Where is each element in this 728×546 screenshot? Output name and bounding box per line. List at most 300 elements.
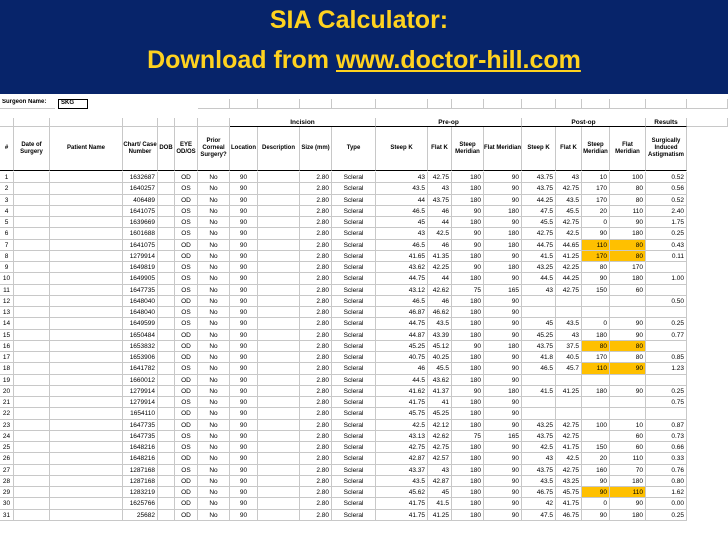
cell-num[interactable]: 29 (0, 487, 14, 498)
cell-pre-steep-meridian[interactable]: 180 (452, 363, 484, 374)
cell-pre-steep-meridian[interactable]: 180 (452, 408, 484, 419)
cell-post-flat-k[interactable] (556, 307, 582, 318)
cell-pre-flat-meridian[interactable]: 90 (484, 397, 522, 408)
cell-pre-steep-k[interactable]: 43.5 (376, 476, 428, 487)
cell-location[interactable]: 90 (230, 183, 258, 194)
cell-post-flat-k[interactable]: 42.75 (556, 431, 582, 442)
cell-eye[interactable]: OD (175, 510, 198, 521)
cell-date[interactable] (14, 352, 50, 363)
cell-post-flat-meridian[interactable]: 90 (610, 318, 646, 329)
cell-case[interactable]: 25682 (123, 510, 158, 521)
cell-post-steep-meridian[interactable]: 90 (582, 487, 610, 498)
cell-date[interactable] (14, 431, 50, 442)
cell-pre-flat-k[interactable]: 45 (428, 487, 452, 498)
cell-patient[interactable] (50, 453, 123, 464)
cell-date[interactable] (14, 375, 50, 386)
cell-patient[interactable] (50, 476, 123, 487)
cell-post-flat-meridian[interactable] (610, 397, 646, 408)
cell-pre-steep-k[interactable]: 46 (376, 363, 428, 374)
cell-date[interactable] (14, 465, 50, 476)
cell-pre-flat-k[interactable]: 45.25 (428, 408, 452, 419)
cell-post-steep-k[interactable]: 47.5 (522, 206, 556, 217)
cell-num[interactable]: 22 (0, 408, 14, 419)
cell-location[interactable]: 90 (230, 228, 258, 239)
cell-post-steep-meridian[interactable]: 150 (582, 442, 610, 453)
cell-size[interactable]: 2.80 (300, 498, 332, 509)
cell-post-flat-k[interactable]: 45.7 (556, 363, 582, 374)
cell-date[interactable] (14, 285, 50, 296)
cell-size[interactable]: 2.80 (300, 206, 332, 217)
cell-eye[interactable]: OS (175, 307, 198, 318)
cell-sia[interactable]: 0.11 (646, 251, 687, 262)
cell-patient[interactable] (50, 431, 123, 442)
cell-post-flat-meridian[interactable]: 60 (610, 285, 646, 296)
cell-post-steep-k[interactable]: 41.5 (522, 251, 556, 262)
cell-location[interactable]: 90 (230, 397, 258, 408)
cell-pre-steep-k[interactable]: 45.62 (376, 487, 428, 498)
cell-pre-steep-k[interactable]: 43.12 (376, 285, 428, 296)
cell-dob[interactable] (158, 442, 175, 453)
cell-post-steep-meridian[interactable]: 20 (582, 453, 610, 464)
cell-pre-steep-meridian[interactable]: 180 (452, 273, 484, 284)
cell-prior[interactable]: No (198, 442, 230, 453)
cell-post-flat-k[interactable]: 41.75 (556, 498, 582, 509)
cell-num[interactable]: 14 (0, 318, 14, 329)
cell-prior[interactable]: No (198, 341, 230, 352)
cell-location[interactable]: 90 (230, 296, 258, 307)
cell-post-steep-meridian[interactable] (582, 307, 610, 318)
cell-location[interactable]: 90 (230, 251, 258, 262)
cell-post-steep-meridian[interactable]: 180 (582, 386, 610, 397)
cell-desc[interactable] (258, 217, 300, 228)
cell-desc[interactable] (258, 352, 300, 363)
cell-pre-steep-meridian[interactable]: 180 (452, 453, 484, 464)
cell-date[interactable] (14, 453, 50, 464)
cell-pre-flat-meridian[interactable]: 90 (484, 476, 522, 487)
cell-size[interactable]: 2.80 (300, 307, 332, 318)
cell-desc[interactable] (258, 487, 300, 498)
cell-sia[interactable]: 1.23 (646, 363, 687, 374)
cell-pre-flat-k[interactable]: 42.25 (428, 262, 452, 273)
cell-num[interactable]: 11 (0, 285, 14, 296)
cell-pre-flat-k[interactable]: 42.5 (428, 228, 452, 239)
cell-pre-steep-meridian[interactable]: 180 (452, 318, 484, 329)
cell-desc[interactable] (258, 442, 300, 453)
cell-desc[interactable] (258, 465, 300, 476)
cell-eye[interactable]: OD (175, 420, 198, 431)
cell-pre-steep-meridian[interactable]: 180 (452, 251, 484, 262)
cell-post-flat-meridian[interactable]: 170 (610, 262, 646, 273)
cell-dob[interactable] (158, 206, 175, 217)
cell-pre-steep-meridian[interactable]: 180 (452, 183, 484, 194)
cell-sia[interactable] (646, 307, 687, 318)
cell-dob[interactable] (158, 172, 175, 183)
cell-sia[interactable]: 1.62 (646, 487, 687, 498)
cell-type[interactable]: Scleral (332, 273, 376, 284)
cell-size[interactable]: 2.80 (300, 240, 332, 251)
cell-post-flat-meridian[interactable]: 10 (610, 420, 646, 431)
cell-prior[interactable]: No (198, 195, 230, 206)
cell-eye[interactable]: OD (175, 251, 198, 262)
cell-num[interactable]: 8 (0, 251, 14, 262)
cell-date[interactable] (14, 195, 50, 206)
cell-location[interactable]: 90 (230, 498, 258, 509)
cell-num[interactable]: 2 (0, 183, 14, 194)
cell-desc[interactable] (258, 273, 300, 284)
cell-pre-flat-meridian[interactable]: 90 (484, 352, 522, 363)
cell-size[interactable]: 2.80 (300, 431, 332, 442)
cell-size[interactable]: 2.80 (300, 195, 332, 206)
cell-pre-steep-k[interactable]: 46.5 (376, 206, 428, 217)
cell-pre-flat-k[interactable]: 42.12 (428, 420, 452, 431)
cell-date[interactable] (14, 228, 50, 239)
cell-type[interactable]: Scleral (332, 217, 376, 228)
cell-pre-flat-k[interactable]: 41.37 (428, 386, 452, 397)
cell-post-steep-k[interactable]: 43.75 (522, 341, 556, 352)
cell-location[interactable]: 90 (230, 487, 258, 498)
cell-post-flat-k[interactable]: 42.5 (556, 228, 582, 239)
cell-prior[interactable]: No (198, 285, 230, 296)
cell-type[interactable]: Scleral (332, 465, 376, 476)
cell-pre-flat-meridian[interactable]: 180 (484, 341, 522, 352)
cell-post-flat-k[interactable] (556, 375, 582, 386)
cell-pre-steep-meridian[interactable]: 180 (452, 397, 484, 408)
cell-prior[interactable]: No (198, 228, 230, 239)
cell-desc[interactable] (258, 408, 300, 419)
cell-location[interactable]: 90 (230, 352, 258, 363)
cell-eye[interactable]: OD (175, 386, 198, 397)
cell-pre-steep-meridian[interactable]: 90 (452, 240, 484, 251)
cell-post-flat-meridian[interactable]: 90 (610, 330, 646, 341)
cell-location[interactable]: 90 (230, 386, 258, 397)
cell-pre-flat-meridian[interactable]: 90 (484, 408, 522, 419)
cell-post-flat-k[interactable]: 42.75 (556, 465, 582, 476)
surgeon-name-input[interactable]: SKG (58, 99, 88, 109)
cell-date[interactable] (14, 363, 50, 374)
cell-sia[interactable]: 0.56 (646, 183, 687, 194)
cell-dob[interactable] (158, 408, 175, 419)
cell-pre-flat-meridian[interactable]: 90 (484, 453, 522, 464)
cell-date[interactable] (14, 206, 50, 217)
cell-post-steep-meridian[interactable] (582, 431, 610, 442)
cell-location[interactable]: 90 (230, 172, 258, 183)
cell-dob[interactable] (158, 318, 175, 329)
cell-post-steep-meridian[interactable]: 90 (582, 228, 610, 239)
cell-num[interactable]: 1 (0, 172, 14, 183)
cell-eye[interactable]: OS (175, 465, 198, 476)
cell-pre-flat-meridian[interactable]: 90 (484, 442, 522, 453)
cell-eye[interactable]: OS (175, 262, 198, 273)
cell-post-flat-k[interactable]: 42.75 (556, 183, 582, 194)
cell-case[interactable]: 1647735 (123, 431, 158, 442)
cell-desc[interactable] (258, 386, 300, 397)
cell-post-flat-k[interactable]: 42.25 (556, 262, 582, 273)
cell-pre-flat-k[interactable]: 46.62 (428, 307, 452, 318)
cell-location[interactable]: 90 (230, 307, 258, 318)
cell-pre-steep-k[interactable]: 44.5 (376, 375, 428, 386)
cell-pre-flat-k[interactable]: 41.35 (428, 251, 452, 262)
cell-dob[interactable] (158, 217, 175, 228)
cell-dob[interactable] (158, 307, 175, 318)
cell-pre-steep-meridian[interactable]: 75 (452, 431, 484, 442)
cell-eye[interactable]: OD (175, 341, 198, 352)
cell-post-flat-meridian[interactable] (610, 307, 646, 318)
cell-size[interactable]: 2.80 (300, 453, 332, 464)
cell-type[interactable]: Scleral (332, 453, 376, 464)
cell-case[interactable]: 1287168 (123, 476, 158, 487)
cell-location[interactable]: 90 (230, 510, 258, 521)
cell-sia[interactable]: 0.77 (646, 330, 687, 341)
cell-sia[interactable] (646, 408, 687, 419)
cell-pre-steep-k[interactable]: 46.87 (376, 307, 428, 318)
cell-location[interactable]: 90 (230, 195, 258, 206)
cell-case[interactable]: 1654110 (123, 408, 158, 419)
cell-size[interactable]: 2.80 (300, 183, 332, 194)
cell-pre-flat-meridian[interactable]: 90 (484, 318, 522, 329)
cell-pre-flat-meridian[interactable]: 90 (484, 487, 522, 498)
cell-patient[interactable] (50, 172, 123, 183)
cell-type[interactable]: Scleral (332, 296, 376, 307)
cell-post-steep-k[interactable]: 41.5 (522, 386, 556, 397)
cell-num[interactable]: 10 (0, 273, 14, 284)
cell-pre-steep-meridian[interactable]: 180 (452, 217, 484, 228)
cell-dob[interactable] (158, 195, 175, 206)
cell-num[interactable]: 30 (0, 498, 14, 509)
cell-case[interactable]: 1653832 (123, 341, 158, 352)
cell-dob[interactable] (158, 296, 175, 307)
cell-sia[interactable]: 0.80 (646, 476, 687, 487)
cell-post-steep-meridian[interactable]: 90 (582, 476, 610, 487)
cell-num[interactable]: 7 (0, 240, 14, 251)
cell-eye[interactable]: OD (175, 498, 198, 509)
cell-patient[interactable] (50, 318, 123, 329)
cell-size[interactable]: 2.80 (300, 172, 332, 183)
cell-prior[interactable]: No (198, 318, 230, 329)
cell-pre-steep-meridian[interactable]: 180 (452, 442, 484, 453)
cell-type[interactable]: Scleral (332, 206, 376, 217)
cell-post-steep-k[interactable]: 42.5 (522, 442, 556, 453)
cell-prior[interactable]: No (198, 386, 230, 397)
cell-case[interactable]: 1648040 (123, 307, 158, 318)
cell-eye[interactable]: OD (175, 453, 198, 464)
cell-post-flat-meridian[interactable]: 110 (610, 453, 646, 464)
cell-pre-steep-meridian[interactable]: 180 (452, 195, 484, 206)
cell-prior[interactable]: No (198, 307, 230, 318)
cell-date[interactable] (14, 296, 50, 307)
cell-num[interactable]: 31 (0, 510, 14, 521)
cell-case[interactable]: 1641075 (123, 206, 158, 217)
cell-post-flat-meridian[interactable]: 80 (610, 183, 646, 194)
cell-post-flat-meridian[interactable]: 90 (610, 386, 646, 397)
cell-sia[interactable]: 0.87 (646, 420, 687, 431)
cell-date[interactable] (14, 262, 50, 273)
cell-patient[interactable] (50, 228, 123, 239)
cell-sia[interactable]: 0.66 (646, 442, 687, 453)
cell-prior[interactable]: No (198, 420, 230, 431)
cell-post-flat-meridian[interactable]: 80 (610, 251, 646, 262)
cell-location[interactable]: 90 (230, 442, 258, 453)
cell-post-flat-meridian[interactable]: 180 (610, 228, 646, 239)
cell-dob[interactable] (158, 498, 175, 509)
cell-eye[interactable]: OS (175, 397, 198, 408)
cell-patient[interactable] (50, 498, 123, 509)
cell-prior[interactable]: No (198, 262, 230, 273)
cell-prior[interactable]: No (198, 240, 230, 251)
cell-patient[interactable] (50, 240, 123, 251)
cell-date[interactable] (14, 341, 50, 352)
cell-pre-flat-meridian[interactable]: 165 (484, 431, 522, 442)
cell-pre-flat-meridian[interactable]: 90 (484, 307, 522, 318)
cell-prior[interactable]: No (198, 498, 230, 509)
cell-patient[interactable] (50, 217, 123, 228)
cell-dob[interactable] (158, 285, 175, 296)
cell-dob[interactable] (158, 476, 175, 487)
cell-pre-flat-meridian[interactable]: 90 (484, 375, 522, 386)
cell-patient[interactable] (50, 397, 123, 408)
cell-pre-steep-k[interactable]: 42.75 (376, 442, 428, 453)
cell-size[interactable]: 2.80 (300, 296, 332, 307)
cell-post-steep-meridian[interactable]: 180 (582, 330, 610, 341)
cell-desc[interactable] (258, 476, 300, 487)
cell-size[interactable]: 2.80 (300, 228, 332, 239)
cell-size[interactable]: 2.80 (300, 318, 332, 329)
cell-date[interactable] (14, 330, 50, 341)
cell-post-flat-k[interactable]: 44.65 (556, 240, 582, 251)
cell-sia[interactable] (646, 285, 687, 296)
cell-case[interactable]: 1283219 (123, 487, 158, 498)
cell-size[interactable]: 2.80 (300, 397, 332, 408)
cell-desc[interactable] (258, 251, 300, 262)
cell-pre-flat-k[interactable]: 44 (428, 273, 452, 284)
cell-pre-steep-k[interactable]: 44.75 (376, 273, 428, 284)
cell-location[interactable]: 90 (230, 330, 258, 341)
cell-pre-steep-k[interactable]: 40.75 (376, 352, 428, 363)
cell-type[interactable]: Scleral (332, 431, 376, 442)
cell-post-steep-k[interactable]: 43.75 (522, 431, 556, 442)
cell-date[interactable] (14, 420, 50, 431)
cell-pre-steep-meridian[interactable]: 180 (452, 172, 484, 183)
cell-type[interactable]: Scleral (332, 262, 376, 273)
cell-eye[interactable]: OD (175, 476, 198, 487)
cell-pre-steep-meridian[interactable]: 180 (452, 498, 484, 509)
cell-pre-steep-k[interactable]: 41.62 (376, 386, 428, 397)
cell-post-flat-meridian[interactable]: 180 (610, 273, 646, 284)
cell-post-steep-k[interactable]: 43.75 (522, 465, 556, 476)
cell-pre-steep-meridian[interactable]: 90 (452, 262, 484, 273)
cell-location[interactable]: 90 (230, 420, 258, 431)
cell-patient[interactable] (50, 510, 123, 521)
cell-pre-steep-meridian[interactable]: 180 (452, 296, 484, 307)
cell-dob[interactable] (158, 453, 175, 464)
cell-post-flat-k[interactable]: 40.5 (556, 352, 582, 363)
cell-prior[interactable]: No (198, 408, 230, 419)
cell-eye[interactable]: OD (175, 240, 198, 251)
cell-sia[interactable]: 0.52 (646, 172, 687, 183)
cell-type[interactable]: Scleral (332, 341, 376, 352)
cell-prior[interactable]: No (198, 330, 230, 341)
cell-pre-flat-k[interactable]: 46 (428, 206, 452, 217)
cell-dob[interactable] (158, 262, 175, 273)
cell-prior[interactable]: No (198, 375, 230, 386)
cell-sia[interactable]: 0.52 (646, 195, 687, 206)
cell-dob[interactable] (158, 330, 175, 341)
cell-post-flat-k[interactable]: 41.25 (556, 386, 582, 397)
cell-prior[interactable]: No (198, 465, 230, 476)
cell-sia[interactable] (646, 262, 687, 273)
cell-sia[interactable]: 0.25 (646, 510, 687, 521)
cell-sia[interactable]: 0.25 (646, 386, 687, 397)
cell-pre-flat-k[interactable]: 42.75 (428, 172, 452, 183)
cell-post-flat-meridian[interactable] (610, 375, 646, 386)
cell-desc[interactable] (258, 206, 300, 217)
cell-case[interactable]: 1649905 (123, 273, 158, 284)
cell-location[interactable]: 90 (230, 262, 258, 273)
cell-post-flat-k[interactable] (556, 397, 582, 408)
cell-desc[interactable] (258, 498, 300, 509)
cell-size[interactable]: 2.80 (300, 341, 332, 352)
cell-post-steep-k[interactable]: 43.25 (522, 262, 556, 273)
cell-pre-steep-meridian[interactable]: 90 (452, 386, 484, 397)
cell-date[interactable] (14, 397, 50, 408)
cell-eye[interactable]: OS (175, 206, 198, 217)
cell-num[interactable]: 25 (0, 442, 14, 453)
cell-size[interactable]: 2.80 (300, 330, 332, 341)
cell-eye[interactable]: OS (175, 273, 198, 284)
cell-date[interactable] (14, 240, 50, 251)
cell-sia[interactable]: 2.40 (646, 206, 687, 217)
cell-date[interactable] (14, 183, 50, 194)
cell-eye[interactable]: OD (175, 375, 198, 386)
cell-num[interactable]: 24 (0, 431, 14, 442)
cell-sia[interactable]: 1.75 (646, 217, 687, 228)
cell-date[interactable] (14, 251, 50, 262)
cell-location[interactable]: 90 (230, 431, 258, 442)
cell-date[interactable] (14, 498, 50, 509)
cell-pre-steep-k[interactable]: 44.87 (376, 330, 428, 341)
cell-post-steep-k[interactable]: 42.75 (522, 228, 556, 239)
cell-pre-flat-meridian[interactable]: 90 (484, 172, 522, 183)
cell-location[interactable]: 90 (230, 341, 258, 352)
cell-location[interactable]: 90 (230, 285, 258, 296)
cell-dob[interactable] (158, 363, 175, 374)
cell-patient[interactable] (50, 273, 123, 284)
cell-post-flat-k[interactable]: 42.75 (556, 217, 582, 228)
cell-patient[interactable] (50, 363, 123, 374)
cell-prior[interactable]: No (198, 397, 230, 408)
cell-patient[interactable] (50, 341, 123, 352)
cell-post-steep-meridian[interactable]: 0 (582, 217, 610, 228)
cell-pre-flat-meridian[interactable]: 90 (484, 510, 522, 521)
cell-type[interactable]: Scleral (332, 442, 376, 453)
cell-type[interactable]: Scleral (332, 487, 376, 498)
cell-post-steep-meridian[interactable]: 170 (582, 183, 610, 194)
cell-post-steep-meridian[interactable]: 80 (582, 341, 610, 352)
cell-eye[interactable]: OD (175, 172, 198, 183)
cell-post-steep-meridian[interactable]: 110 (582, 240, 610, 251)
cell-post-flat-meridian[interactable]: 180 (610, 510, 646, 521)
cell-date[interactable] (14, 442, 50, 453)
cell-sia[interactable]: 0.00 (646, 498, 687, 509)
cell-pre-flat-meridian[interactable]: 90 (484, 217, 522, 228)
cell-post-flat-k[interactable]: 43.5 (556, 318, 582, 329)
cell-case[interactable]: 1641075 (123, 240, 158, 251)
cell-sia[interactable]: 0.25 (646, 318, 687, 329)
cell-dob[interactable] (158, 228, 175, 239)
cell-eye[interactable]: OS (175, 217, 198, 228)
cell-eye[interactable]: OS (175, 442, 198, 453)
cell-post-steep-meridian[interactable]: 170 (582, 352, 610, 363)
cell-desc[interactable] (258, 330, 300, 341)
